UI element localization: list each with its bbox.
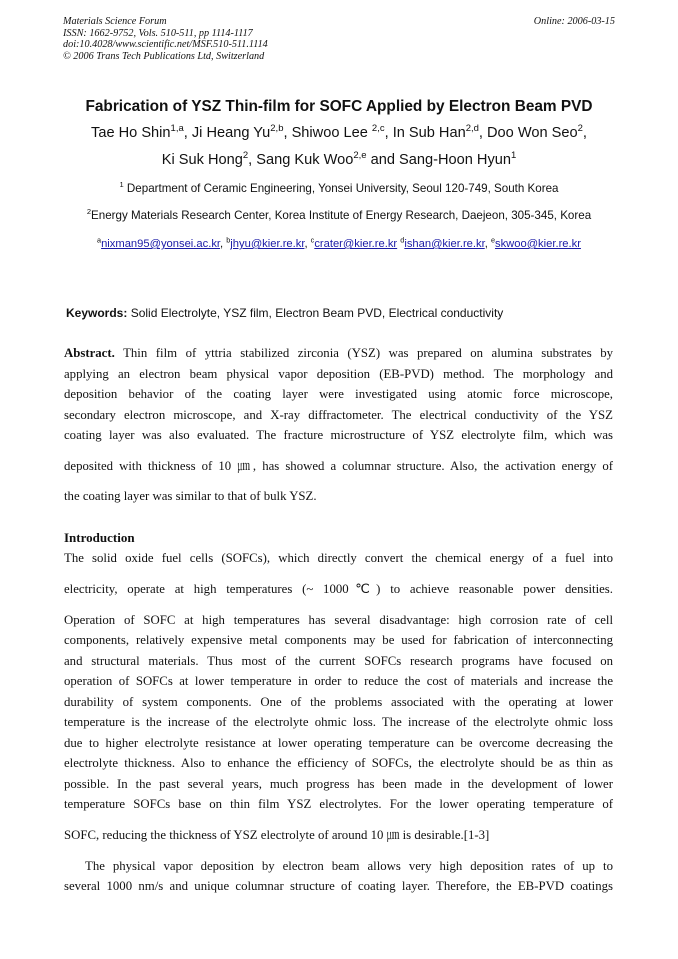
intro-line: Operation of SOFC at high temperatures has several disadvantage: high corrosion rate of cell [64, 613, 613, 627]
journal-name: Materials Science Forum [63, 16, 167, 27]
author-name: Sang Kuk Woo [256, 152, 354, 168]
email-link[interactable]: crater@kier.re.kr [314, 238, 398, 250]
email-link[interactable]: jhyu@kier.re.kr [230, 238, 305, 250]
author-name: Ki Suk Hong [161, 152, 243, 168]
affiliation-1: $^1$ Department of Ceramic Engineering, Yonsei University, Seoul 120-749, South Korea [119, 180, 559, 195]
author-line-1: Tae Ho Shin$^{1,a}$, Ji Heang Yu$^{2,b}$, Shiwoo Lee $^{2,c}$, In Sub Han$^{2,d}$, Doo Won Seo$^2$, [91, 123, 587, 141]
intro-line: durability of system components. One of the problems associated with the operating at lower [64, 695, 613, 709]
keywords-text: Solid Electrolyte, YSZ film, Electron Beam PVD, Electrical conductivity [130, 306, 504, 320]
intro-line: due to higher electrolyte resistance at lower operating temperature can be overcome decreasing the [64, 736, 613, 750]
abstract-line: coating layer was also evaluated. The fracture microstructure of YSZ electrolyte film, which was [64, 428, 613, 442]
keywords [66, 306, 626, 320]
author-name: Tae Ho Shin [91, 125, 171, 141]
abstract-line: Abstract. Thin film of yttria stabilized zirconia (YSZ) was prepared on alumina substrates by [64, 346, 613, 360]
intro-line: electricity, operate at high temperatures (~ 1000℃) to achieve reasonable power densities. [64, 582, 613, 596]
copyright-line: © 2006 Trans Tech Publications Ltd, Switzerland [63, 50, 265, 62]
abstract-line: applying an electron beam physical vapor deposition (EB-PVD) method. The morphology and [64, 367, 613, 381]
intro-line: and structural materials. Thus most of the current SOFCs research programs have focused on [64, 654, 613, 668]
online-date: Online: 2006-03-15 [533, 16, 615, 27]
abstract-line: secondary electron microscope, and X-ray diffractometer. The electrical conductivity of the YSZ [64, 408, 613, 422]
introduction-heading: Introduction [64, 530, 135, 545]
author-name: Ji Heang Yu [191, 125, 271, 141]
intro-line: SOFC, reducing the thickness of YSZ electrolyte of around 10 ㎛ is desirable.[1-3] [64, 828, 490, 842]
paper-title: Fabrication of YSZ Thin-film for SOFC Applied by Electron Beam PVD [85, 98, 593, 115]
author-name: In Sub Han [392, 125, 466, 141]
intro-line: components, relatively expensive metal components may be used for fabrication of interconnecting [64, 633, 613, 647]
keywords-label: Keywords: [66, 306, 128, 320]
abstract-label: Abstract. [64, 346, 115, 360]
issn-line: ISSN: 1662-9752, Vols. 510-511, pp 1114-1117 [63, 27, 253, 39]
author-line-2: Ki Suk Hong$^2$, Sang Kuk Woo$^{2,e}$ and Sang-Hoon Hyun$^1$ [161, 150, 517, 168]
doi-line: doi:10.4028/www.scientific.net/MSF.510-511.1114 [63, 39, 268, 51]
intro-line: The physical vapor deposition by electron beam allows very high deposition rates of up to [85, 859, 613, 873]
email-link[interactable]: nixman95@yonsei.ac.kr [101, 238, 221, 250]
intro-line: possible. In the past several years, much progress has been made in the development of lower [64, 777, 613, 791]
abstract-line: the coating layer was similar to that of bulk YSZ. [64, 489, 317, 503]
intro-line: several 1000 nm/s and unique columnar structure of coating layer. Therefore, the EB-PVD coatings [64, 879, 613, 893]
author-name: Sang-Hoon Hyun [399, 152, 511, 168]
email-list: $^a$nixman95@yonsei.ac.kr, $^b$jhyu@kier.re.kr, $^c$crater@kier.re.kr $^d$ishan@kier.re.kr, $^e$skwoo@kier.re.kr [97, 235, 581, 250]
author-name: Doo Won Seo [487, 125, 578, 141]
author-name: Shiwoo Lee [291, 125, 368, 141]
intro-line: temperature SOFCs base on thin film YSZ electrolytes. For the lower operating temperature of [64, 797, 613, 811]
intro-line: operation of SOFCs at lower temperature in order to reduce the cost of materials and increase the [64, 674, 613, 688]
abstract-line: deposition behavior of the coating layer were investigated using atomic force microscope, [64, 387, 613, 401]
affiliation-2: $^2$Energy Materials Research Center, Korea Institute of Energy Research, Daejeon, 305-345, Korea [86, 207, 592, 222]
intro-line: temperature is the increase of the electrolyte ohmic loss. The increase of the electrolyte ohmic loss [64, 715, 613, 729]
email-link[interactable]: skwoo@kier.re.kr [494, 238, 581, 250]
abstract-line: deposited with thickness of 10 ㎛, has showed a columnar structure. Also, the activation energy of [64, 459, 613, 473]
intro-line: electrolyte thickness. Also to enhance the efficiency of SOFCs, the electrolyte should be as thin as [64, 756, 613, 770]
email-link[interactable]: ishan@kier.re.kr [404, 238, 485, 250]
intro-line: The solid oxide fuel cells (SOFCs), which directly convert the chemical energy of a fuel into [64, 551, 613, 565]
journal-header [63, 16, 615, 62]
